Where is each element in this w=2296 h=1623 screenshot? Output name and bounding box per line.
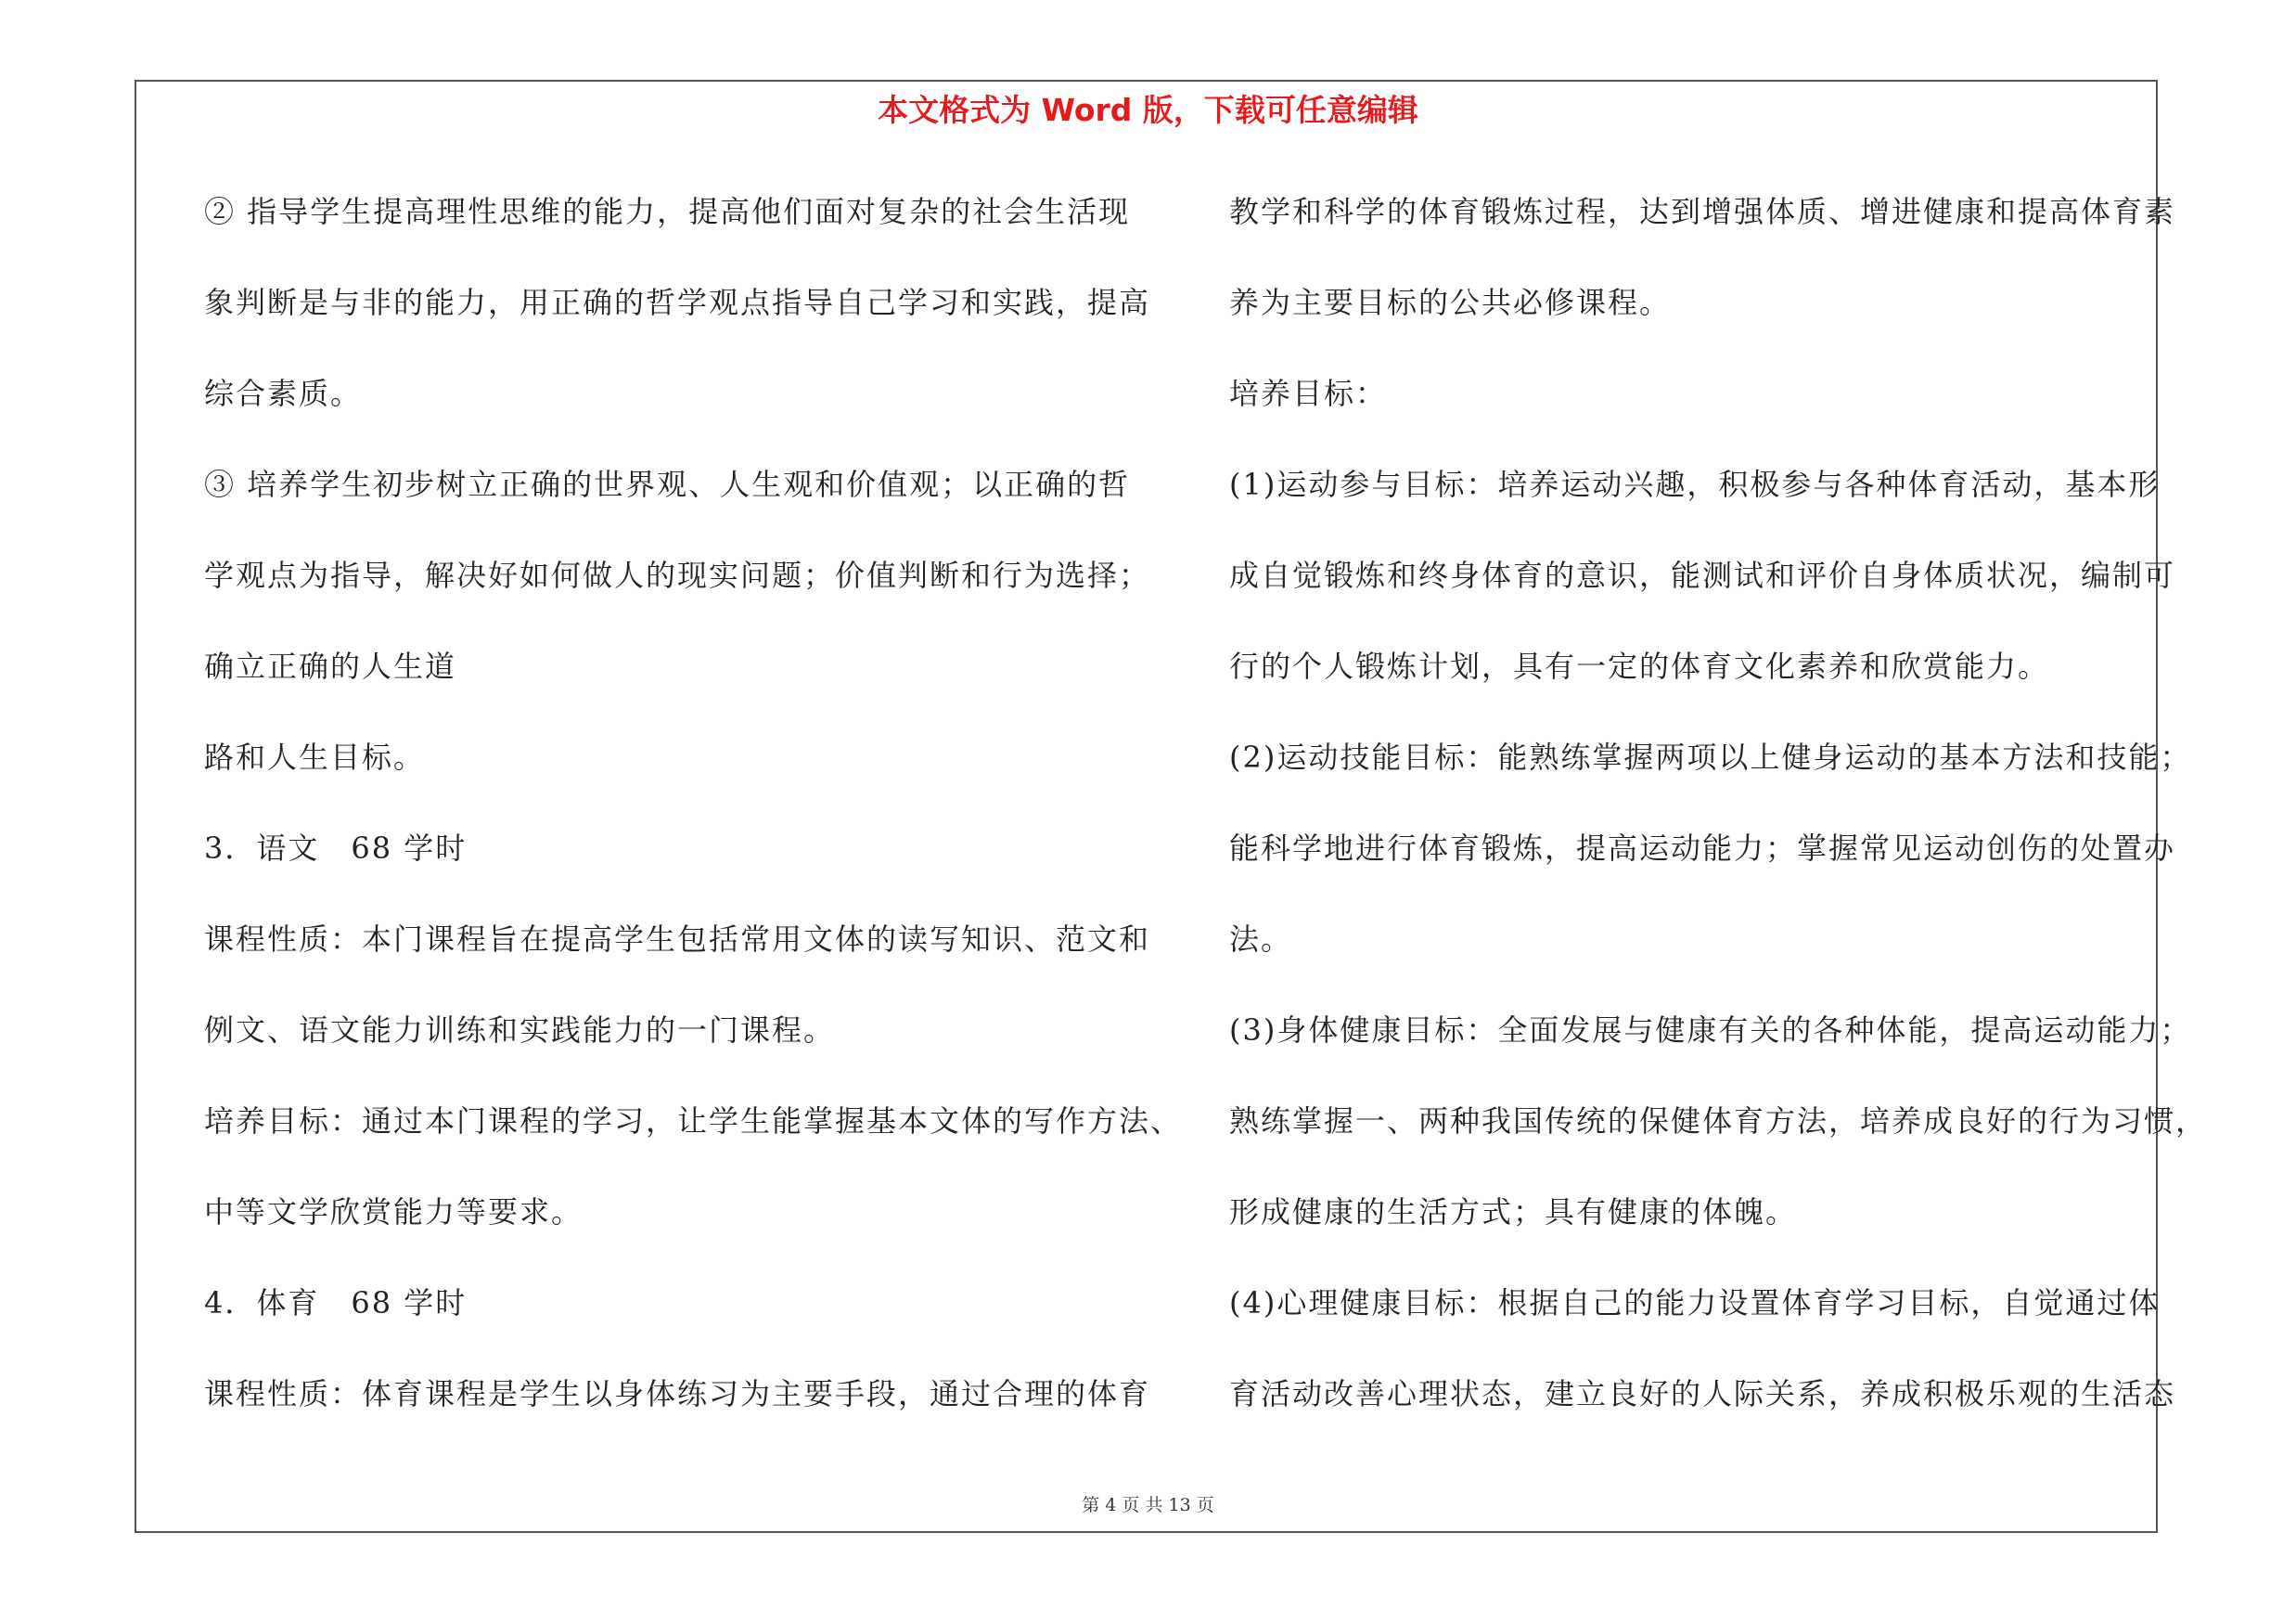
text-line: 法。 bbox=[1229, 921, 1293, 957]
text-line: ② 指导学生提高理性思维的能力，提高他们面对复杂的社会生活现 bbox=[204, 194, 1131, 229]
text-line: 综合素质。 bbox=[204, 376, 363, 411]
text-line: (1)运动参与目标：培养运动兴趣，积极参与各种体育活动，基本形 bbox=[1229, 467, 2161, 502]
text-line: (2)运动技能目标：能熟练掌握两项以上健身运动的基本方法和技能； bbox=[1229, 740, 2192, 775]
header-title: 本文格式为 Word 版，下载可任意编辑 bbox=[878, 92, 1418, 128]
text-line: 形成健康的生活方式；具有健康的体魄。 bbox=[1229, 1194, 1798, 1230]
text-line: 能科学地进行体育锻炼，提高运动能力；掌握常见运动创伤的处置办 bbox=[1229, 831, 2176, 866]
right-column bbox=[1229, 184, 2208, 1457]
text-line: 熟练掌握一、两种我国传统的保健体育方法，培养成良好的行为习惯， bbox=[1229, 1103, 2208, 1139]
left-column bbox=[204, 184, 1183, 1457]
text-line: 成自觉锻炼和终身体育的意识，能测试和评价自身体质状况，编制可 bbox=[1229, 558, 2176, 593]
text-line: (3)身体健康目标：全面发展与健康有关的各种体能，提高运动能力； bbox=[1229, 1012, 2192, 1048]
text-line: ③ 培养学生初步树立正确的世界观、人生观和价值观；以正确的哲 bbox=[204, 467, 1131, 502]
text-line: 象判断是与非的能力，用正确的哲学观点指导自己学习和实践，提高 bbox=[204, 285, 1151, 320]
text-line: 培养目标： bbox=[1229, 376, 1388, 411]
text-line: 课程性质：体育课程是学生以身体练习为主要手段，通过合理的体育 bbox=[204, 1376, 1151, 1411]
section-heading: 4．体育 68 学时 bbox=[204, 1285, 468, 1320]
text-line: 确立正确的人生道 bbox=[204, 649, 457, 684]
text-line: (4)心理健康目标：根据自己的能力设置体育学习目标，自觉通过体 bbox=[1229, 1285, 2161, 1320]
text-line: 例文、语文能力训练和实践能力的一门课程。 bbox=[204, 1012, 836, 1048]
text-line: 养为主要目标的公共必修课程。 bbox=[1229, 285, 1672, 320]
section-heading: 3．语文 68 学时 bbox=[204, 831, 468, 866]
text-line: 教学和科学的体育锻炼过程，达到增强体质、增进健康和提高体育素 bbox=[1229, 194, 2176, 229]
text-line: 培养目标：通过本门课程的学习，让学生能掌握基本文体的写作方法、 bbox=[204, 1103, 1183, 1139]
text-line: 学观点为指导，解决好如何做人的现实问题；价值判断和行为选择； bbox=[204, 558, 1151, 593]
text-line: 行的个人锻炼计划，具有一定的体育文化素养和欣赏能力。 bbox=[1229, 649, 2050, 684]
text-line: 育活动改善心理状态，建立良好的人际关系，养成积极乐观的生活态 bbox=[1229, 1376, 2176, 1411]
page-number-footer: 第 4 页 共 13 页 bbox=[1082, 1495, 1214, 1515]
text-line: 路和人生目标。 bbox=[204, 740, 426, 775]
text-line: 课程性质：本门课程旨在提高学生包括常用文体的读写知识、范文和 bbox=[204, 921, 1151, 957]
text-line: 中等文学欣赏能力等要求。 bbox=[204, 1194, 584, 1230]
